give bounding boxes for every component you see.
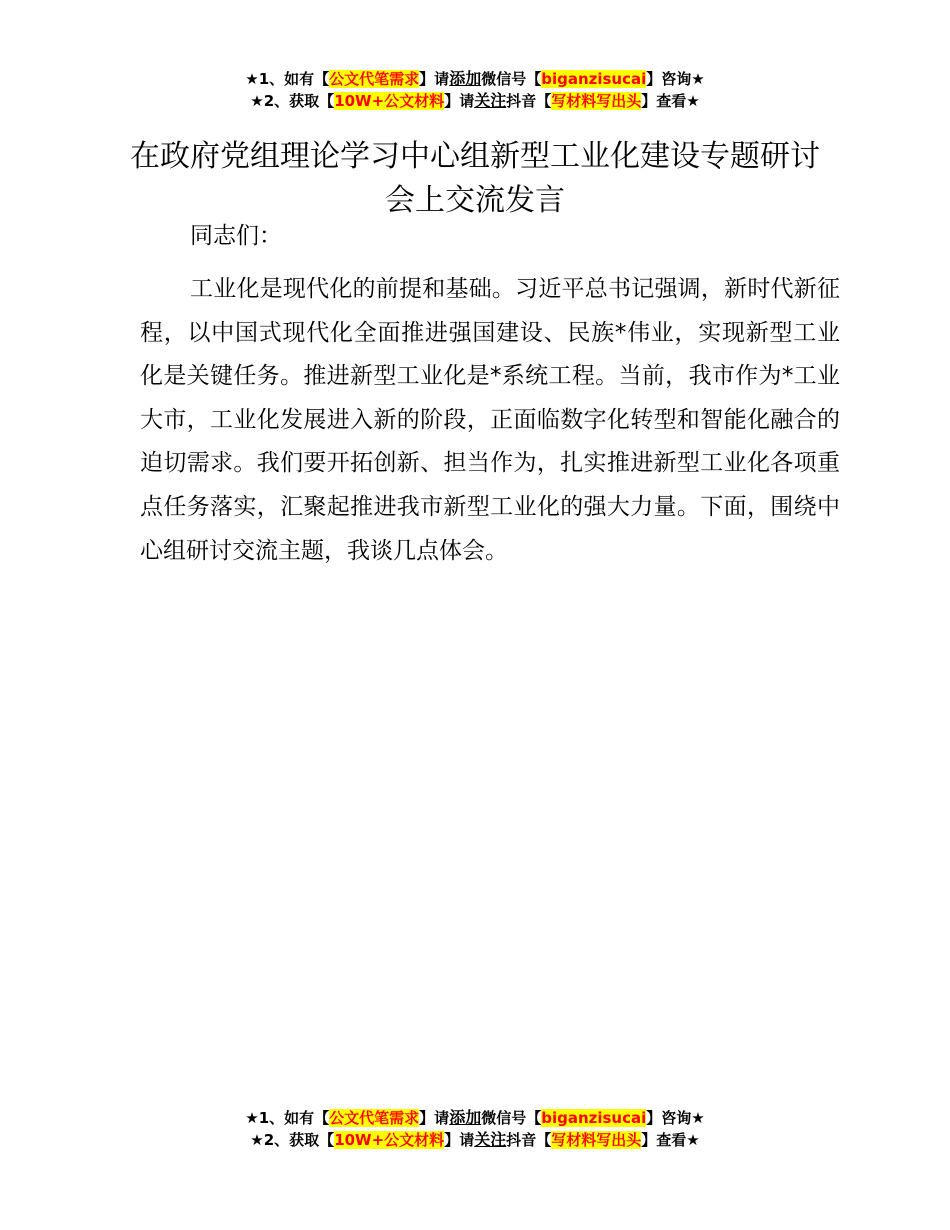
footer-ad-line-2-highlight-materials: 10W+公文材料: [334, 1131, 445, 1149]
footer-ad-line-1-mid: 】请: [419, 1109, 450, 1127]
ad-line-1-mid: 】请: [419, 70, 450, 88]
footer-ad-line-1-highlight-service: 公文代笔需求: [329, 1109, 420, 1127]
footer-ad-line-1-mid2: 微信号【: [481, 1109, 542, 1127]
ad-line-1: [0, 68, 950, 90]
ad-line-2: [0, 90, 950, 112]
footer-ad-line-1: [0, 1107, 950, 1129]
footer-ad-line-1-prefix: ★1、如有【: [245, 1109, 330, 1127]
ad-line-2-suffix: 】查看★: [641, 92, 700, 110]
ad-line-1-prefix: ★1、如有【: [245, 70, 330, 88]
ad-line-2-emphasis: 关注: [474, 91, 507, 110]
ad-line-2-highlight-douyin: 写材料写出头: [551, 92, 642, 110]
body-paragraph: 工业化是现代化的前提和基础。习近平总书记强调，新时代新征程，以中国式现代化全面推进强国建设、民族*伟业，实现新型工业化是关键任务。推进新型工业化是*系统工程。当前，我市作为*工业大市，工业化发展进入新的阶段，正面临数字化转型和智能化融合的迫切需求。我们要开拓创新、担当作为，扎实推进新型工业化各项重点任务落实，汇聚起推进我市新型工业化的强大力量。下面，围绕中心组研讨交流主题，我谈几点体会。: [140, 276, 840, 564]
footer-ad-line-2-mid2: 抖音【: [506, 1131, 552, 1149]
footer-ad-line-2-highlight-douyin: 写材料写出头: [551, 1131, 642, 1149]
footer-ad-line-2-mid: 】请: [444, 1131, 475, 1149]
ad-line-1-highlight-wechat: biganzisucai: [541, 70, 647, 88]
footer-ad-line-1-suffix: 】咨询★: [646, 1109, 705, 1127]
ad-line-1-highlight-service: 公文代笔需求: [329, 70, 420, 88]
ad-line-2-mid: 】请: [444, 92, 475, 110]
document-title: 在政府党组理论学习中心组新型工业化建设专题研讨会上交流发言: [130, 139, 820, 219]
ad-line-1-suffix: 】咨询★: [646, 70, 705, 88]
ad-line-2-highlight-materials: 10W+公文材料: [334, 92, 445, 110]
footer-ad-banner: [0, 1107, 950, 1151]
footer-ad-line-2-suffix: 】查看★: [641, 1131, 700, 1149]
footer-ad-line-2-emphasis: 关注: [474, 1130, 507, 1149]
ad-line-2-mid2: 抖音【: [506, 92, 552, 110]
ad-line-1-mid2: 微信号【: [481, 70, 542, 88]
header-ad-banner: [0, 68, 950, 112]
footer-ad-line-2-prefix: ★2、获取【: [250, 1131, 335, 1149]
ad-line-2-prefix: ★2、获取【: [250, 92, 335, 110]
greeting: 同志们：: [190, 223, 282, 249]
footer-ad-line-1-emphasis: 添加: [449, 1108, 482, 1127]
footer-ad-line-2: [0, 1129, 950, 1151]
ad-line-1-emphasis: 添加: [449, 69, 482, 88]
footer-ad-line-1-highlight-wechat: biganzisucai: [541, 1109, 647, 1127]
